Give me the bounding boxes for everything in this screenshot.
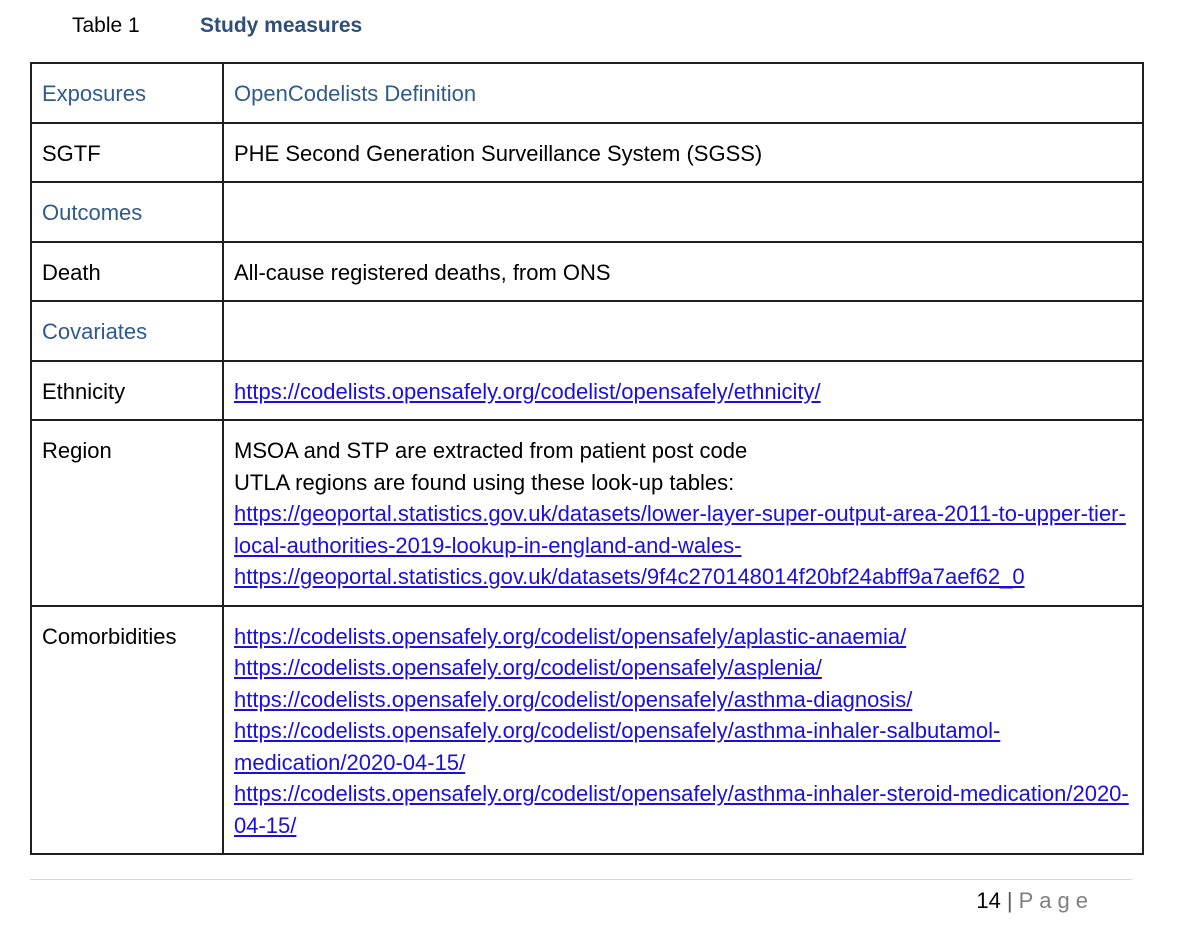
comorbidity-codelist-link[interactable]: https://codelists.opensafely.org/codelist/opensafely/asthma-inhaler-salbutamol-medication/2020-04-15/ — [234, 718, 1001, 775]
table-row-region — [31, 420, 1143, 606]
table-row-sgtf — [31, 123, 1143, 183]
region-text-line: UTLA regions are found using these look-up tables: — [234, 469, 735, 495]
footer-divider — [30, 879, 1132, 880]
page-number: 14 — [976, 888, 1001, 913]
header-cell-definition: OpenCodelists Definition — [223, 63, 1143, 123]
row-definition-comorbidities — [223, 606, 1143, 855]
comorbidity-codelist-link[interactable]: https://codelists.opensafely.org/codelist/opensafely/asthma-inhaler-steroid-medication/2020-04-15/ — [234, 781, 1129, 838]
comorbidity-codelist-link[interactable]: https://codelists.opensafely.org/codelist/opensafely/aplastic-anaemia/ — [234, 623, 907, 649]
row-label-death: Death — [31, 242, 223, 302]
comorbidity-codelist-link[interactable]: https://codelists.opensafely.org/codelist/opensafely/asthma-diagnosis/ — [234, 686, 913, 712]
section-label-covariates: Covariates — [31, 301, 223, 361]
comorbidity-codelist-link[interactable]: https://codelists.opensafely.org/codelist/opensafely/asplenia/ — [234, 655, 822, 680]
section-definition-covariates — [223, 301, 1143, 361]
table-caption-title: Study measures — [200, 14, 363, 37]
page-footer — [976, 886, 1094, 916]
section-label-outcomes: Outcomes — [31, 182, 223, 242]
table-row-death — [31, 242, 1143, 302]
table-row-comorbidities — [31, 606, 1143, 855]
row-label-sgtf: SGTF — [31, 123, 223, 183]
row-definition-ethnicity — [223, 361, 1143, 421]
region-lookup-link[interactable]: https://geoportal.statistics.gov.uk/datasets/9f4c270148014f20bf24abff9a7aef62_0 — [234, 564, 1025, 589]
study-measures-table — [30, 62, 1144, 855]
row-label-region: Region — [31, 420, 223, 606]
header-cell-exposures: Exposures — [31, 63, 223, 123]
table-caption — [72, 12, 362, 40]
section-row-outcomes — [31, 182, 1143, 242]
row-definition-death: All-cause registered deaths, from ONS — [223, 242, 1143, 302]
section-row-covariates — [31, 301, 1143, 361]
region-text-line: MSOA and STP are extracted from patient post code — [234, 438, 748, 463]
ethnicity-codelist-link[interactable]: https://codelists.opensafely.org/codelist/opensafely/ethnicity/ — [234, 378, 821, 404]
table-header-row — [31, 63, 1143, 123]
section-definition-outcomes — [223, 182, 1143, 242]
row-label-ethnicity: Ethnicity — [31, 361, 223, 421]
region-lookup-link[interactable]: https://geoportal.statistics.gov.uk/datasets/lower-layer-super-output-area-2011-to-upper-tier-local-authorities-2019-lookup-in-england-and-wales- — [234, 501, 1126, 558]
row-definition-region — [223, 420, 1143, 606]
row-definition-sgtf: PHE Second Generation Surveillance System (SGSS) — [223, 123, 1143, 183]
table-row-ethnicity — [31, 361, 1143, 421]
page-separator: | — [1006, 888, 1013, 913]
page-word: Page — [1018, 888, 1094, 913]
table-caption-label: Table 1 — [72, 14, 140, 37]
row-label-comorbidities: Comorbidities — [31, 606, 223, 855]
